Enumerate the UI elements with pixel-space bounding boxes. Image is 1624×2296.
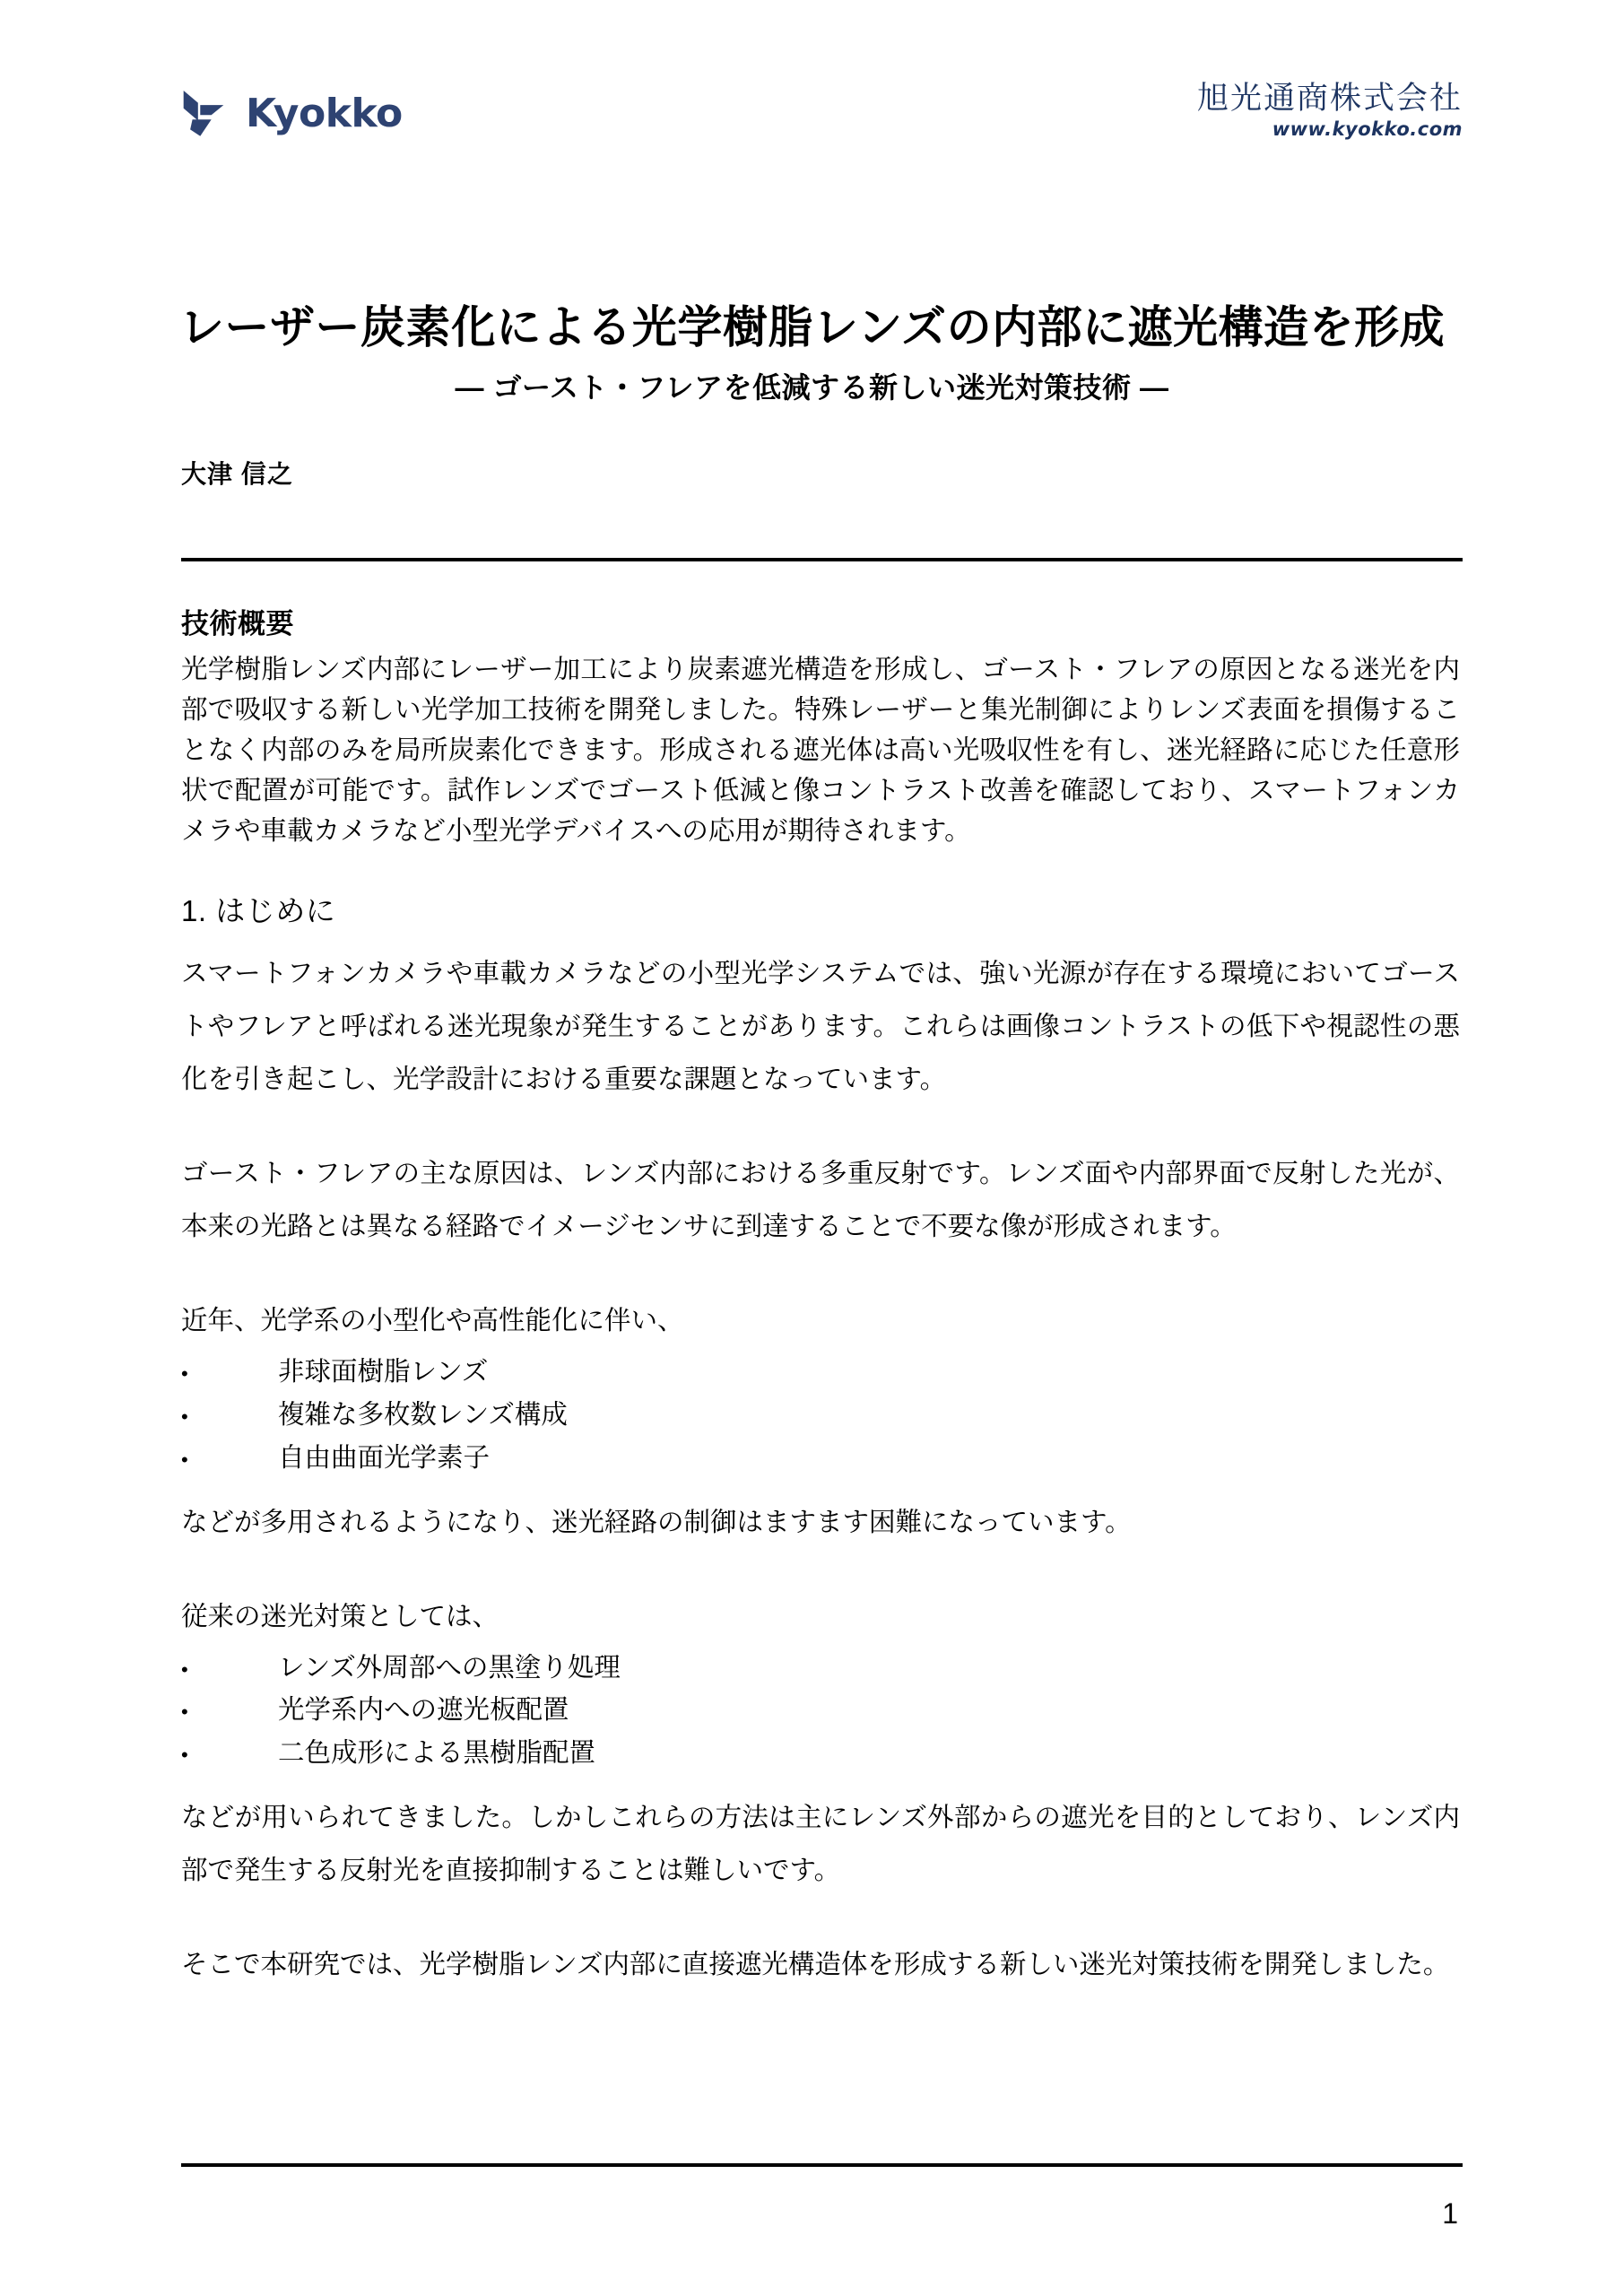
bullet-icon [181, 1394, 278, 1437]
page-number: 1 [1442, 2197, 1458, 2230]
list-item [181, 1647, 1460, 1690]
list-item [181, 1689, 1460, 1732]
company-website-url: www.kyokko.com [1272, 118, 1463, 141]
list2-following-text: などが用いられてきました。しかしこれらの方法は主にレンズ外部からの遮光を目的としており、レンズ内部で発生する反射光を直接抑制することは難しいです。 [181, 1803, 1460, 1886]
bullet-icon [181, 1647, 278, 1690]
list-item-label: 二色成形による黒樹脂配置 [278, 1738, 596, 1769]
list-item [181, 1351, 1460, 1394]
list1 [181, 1351, 1460, 1479]
list-item-label: 光学系内への遮光板配置 [278, 1695, 569, 1726]
kyokko-k-leaf-mark-icon [176, 86, 231, 142]
bullet-icon [181, 1689, 278, 1732]
list-item [181, 1732, 1460, 1775]
document-header [176, 70, 1463, 169]
company-name: 旭光通商株式会社 [1196, 81, 1463, 116]
brand-lockup [176, 86, 403, 142]
section1-heading: 1. はじめに [181, 894, 336, 928]
abstract-heading: 技術概要 [181, 608, 294, 639]
header-divider [181, 558, 1463, 561]
author-name: 大津 信之 [181, 460, 293, 488]
list-item-label: 複雑な多枚数レンズ構成 [278, 1400, 568, 1431]
footer-divider [181, 2163, 1463, 2167]
section1-paragraph-3: そこで本研究では、光学樹脂レンズ内部に直接遮光構造体を形成する新しい迷光対策技術を開発しました。 [181, 1950, 1450, 1980]
bullet-icon [181, 1351, 278, 1394]
section1-paragraph-2: ゴースト・フレアの主な原因は、レンズ内部における多重反射です。レンズ面や内部界面で反射した光が、本来の光路とは異なる経路でイメージセンサに到達することで不要な像が形成されます。 [181, 1159, 1460, 1242]
list-item-label: 非球面樹脂レンズ [278, 1357, 489, 1387]
abstract-text: 光学樹脂レンズ内部にレーザー加工により炭素遮光構造を形成し、ゴースト・フレアの原因となる迷光を内部で吸収する新しい光学加工技術を開発しました。特殊レーザーと集光制御によりレンズ表面を損傷することなく内部のみを局所炭素化できます。形成される遮光体は高い光吸収性を有し、迷光経路に応じた任意形状で配置が可能です。試作レンズでゴースト低減と像コントラスト改善を確認しており、スマートフォンカメラや車載カメラなど小型光学デバイスへの応用が期待されます。 [181, 655, 1461, 846]
bullet-icon [181, 1437, 278, 1480]
list-item-label: 自由曲面光学素子 [278, 1442, 491, 1473]
list-item [181, 1394, 1460, 1437]
list1-lead-in: 近年、光学系の小型化や高性能化に伴い、 [181, 1306, 684, 1336]
section1-paragraph-1: スマートフォンカメラや車載カメラなどの小型光学システムでは、強い光源が存在する環境においてゴーストやフレアと呼ばれる迷光現象が発生することがあります。これらは画像コントラストの低下や視認性の悪化を引き起こし、光学設計における重要な課題となっています。 [181, 959, 1460, 1095]
page-subtitle: ― ゴースト・フレアを低減する新しい迷光対策技術 ― [455, 371, 1169, 404]
page-title: レーザー炭素化による光学樹脂レンズの内部に遮光構造を形成 [178, 301, 1446, 352]
list-item-label: レンズ外周部への黒塗り処理 [278, 1652, 621, 1683]
list-item [181, 1437, 1460, 1480]
list2-lead-in: 従来の迷光対策としては、 [181, 1601, 499, 1631]
document-body [181, 606, 1460, 1991]
list2 [181, 1647, 1460, 1775]
brand-wordmark: Kyokko [246, 91, 403, 136]
corporate-identity-block [1197, 81, 1463, 140]
list1-following-text: などが多用されるようになり、迷光経路の制御はますます困難になっています。 [181, 1507, 1132, 1537]
bullet-icon [181, 1732, 278, 1775]
